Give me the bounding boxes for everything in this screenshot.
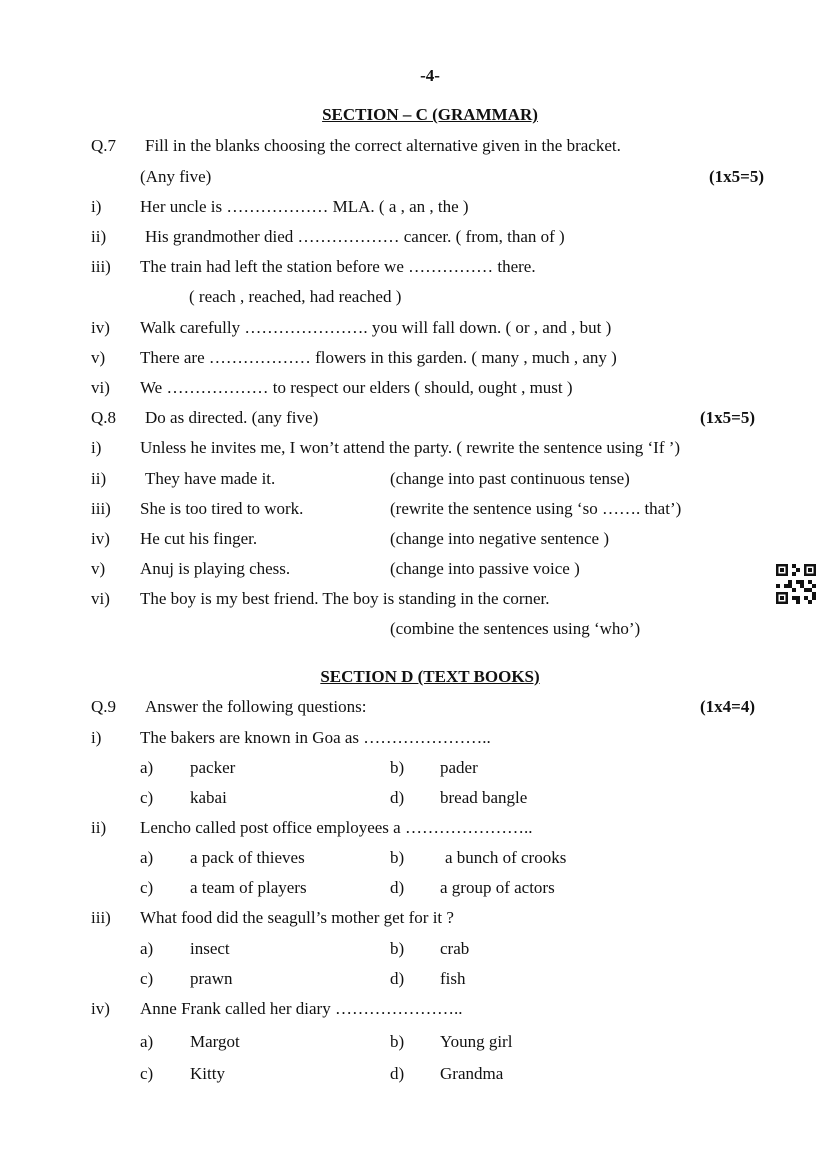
- q9-option-value: kabai: [190, 788, 227, 807]
- q9-option-value: a pack of thieves: [190, 848, 305, 867]
- q9-option-key: b): [390, 758, 405, 777]
- q7-item-number: iv): [91, 318, 110, 337]
- q9-option-key: c): [140, 878, 154, 897]
- q8-item-number: i): [91, 438, 102, 457]
- q9-option-value: Margot: [190, 1032, 240, 1051]
- q7-item-options: ( reach , reached, had reached ): [189, 287, 402, 306]
- q9-option-key: a): [140, 758, 154, 777]
- q7-marks: (1x5=5): [709, 167, 765, 186]
- q9-option-key: a): [140, 848, 154, 867]
- q9-option-key: d): [390, 878, 405, 897]
- q9-option-value: Young girl: [440, 1032, 513, 1051]
- q9-option-key: a): [140, 939, 154, 958]
- section-d-heading: SECTION D (TEXT BOOKS): [320, 667, 540, 686]
- q9-question-number: i): [91, 728, 102, 747]
- q8-item-sentence: They have made it.: [145, 469, 276, 488]
- q7-item-number: iii): [91, 257, 111, 276]
- q9-option-key: b): [390, 1032, 405, 1051]
- q9-option-key: d): [390, 1064, 405, 1083]
- q7-item-number: ii): [91, 227, 107, 246]
- q7-text: Fill in the blanks choosing the correct alternative given in the bracket.: [145, 136, 621, 155]
- q9-option-key: d): [390, 788, 405, 807]
- q9-option-key: c): [140, 969, 154, 988]
- q9-option-key: b): [390, 848, 405, 867]
- q7-item-text: Walk carefully …………………. you will fall down. ( or , and , but ): [140, 318, 612, 337]
- q8-marks: (1x5=5): [700, 408, 756, 427]
- q8-item-sentence: Anuj is playing chess.: [140, 559, 291, 578]
- q8-number: Q.8: [91, 408, 117, 427]
- q8-item-number: vi): [91, 589, 110, 608]
- q9-option-value: packer: [190, 758, 236, 777]
- q8-item-number: ii): [91, 469, 107, 488]
- q9-option-key: d): [390, 969, 405, 988]
- q8-item-instruction: (change into negative sentence ): [390, 529, 610, 548]
- q7-item-text: The train had left the station before we …………… there.: [140, 257, 536, 276]
- q9-number: Q.9: [91, 697, 117, 716]
- q7-number: Q.7: [91, 136, 117, 155]
- q8-item-sentence: He cut his finger.: [140, 529, 258, 548]
- q8-item-instruction: (change into past continuous tense): [390, 469, 630, 488]
- q9-option-value: prawn: [190, 969, 233, 988]
- q7-item-text: There are ……………… flowers in this garden. ( many , much , any ): [140, 348, 617, 367]
- q9-question-number: ii): [91, 818, 107, 837]
- q9-option-key: a): [140, 1032, 154, 1051]
- q8-item-number: v): [91, 559, 106, 578]
- q9-option-value: insect: [190, 939, 230, 958]
- q7-item-text: His grandmother died ……………… cancer. ( from, than of ): [145, 227, 565, 246]
- q9-question-number: iv): [91, 999, 110, 1018]
- q9-option-value: pader: [440, 758, 478, 777]
- q8-item-instruction: (combine the sentences using ‘who’): [390, 619, 641, 638]
- q8-text: Do as directed. (any five): [145, 408, 319, 427]
- q9-option-value: fish: [440, 969, 466, 988]
- q9-option-value: a team of players: [190, 878, 307, 897]
- q9-option-value: a bunch of crooks: [445, 848, 567, 867]
- q8-item-sentence: She is too tired to work.: [140, 499, 304, 518]
- q9-question-text: The bakers are known in Goa as …………………..: [140, 728, 491, 747]
- q9-option-value: Kitty: [190, 1064, 225, 1083]
- q9-option-value: a group of actors: [440, 878, 555, 897]
- q7-item-number: v): [91, 348, 106, 367]
- q8-item-number: iii): [91, 499, 111, 518]
- qr-code-icon: [776, 564, 816, 604]
- q9-question-text: Lencho called post office employees a …………………..: [140, 818, 533, 837]
- q7-item-number: i): [91, 197, 102, 216]
- q7-item-text: Her uncle is ……………… MLA. ( a , an , the ): [140, 197, 469, 216]
- q9-text: Answer the following questions:: [145, 697, 367, 716]
- q9-option-value: bread bangle: [440, 788, 528, 807]
- q9-option-key: c): [140, 788, 154, 807]
- q9-question-text: Anne Frank called her diary …………………..: [140, 999, 463, 1018]
- q7-item-text: We ……………… to respect our elders ( should, ought , must ): [140, 378, 573, 397]
- q8-item-sentence: The boy is my best friend. The boy is standing in the corner.: [140, 589, 550, 608]
- q7-subtext: (Any five): [140, 167, 212, 186]
- q7-item-number: vi): [91, 378, 110, 397]
- section-c-heading: SECTION – C (GRAMMAR): [322, 105, 538, 124]
- q9-question-text: What food did the seagull’s mother get for it ?: [140, 908, 454, 927]
- q9-option-key: b): [390, 939, 405, 958]
- q8-item-number: iv): [91, 529, 110, 548]
- q9-option-key: c): [140, 1064, 154, 1083]
- q9-option-value: Grandma: [440, 1064, 504, 1083]
- q8-item-instruction: (change into passive voice ): [390, 559, 580, 578]
- q8-item-instruction: (rewrite the sentence using ‘so ……. that’): [390, 499, 682, 518]
- page-number: -4-: [420, 66, 440, 85]
- q8-item-text: Unless he invites me, I won’t attend the party. ( rewrite the sentence using ‘If ’): [140, 438, 681, 457]
- q9-question-number: iii): [91, 908, 111, 927]
- q9-marks: (1x4=4): [700, 697, 756, 716]
- q9-option-value: crab: [440, 939, 470, 958]
